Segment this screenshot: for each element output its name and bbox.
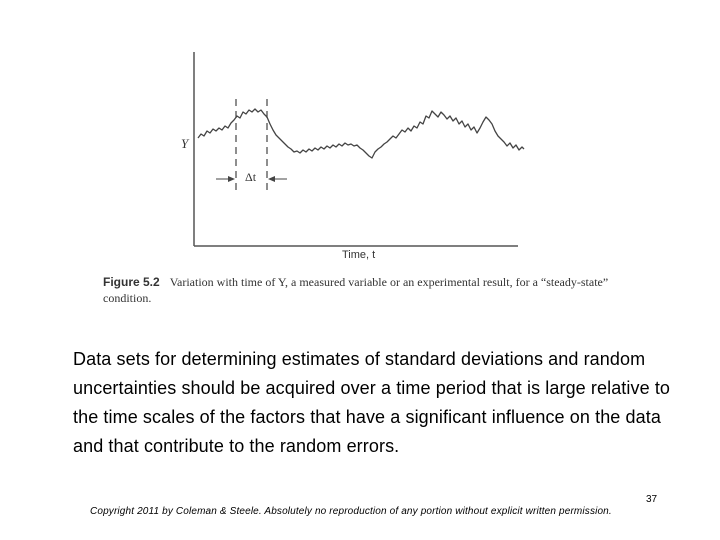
x-axis-label: Time, t [342, 249, 376, 261]
body-paragraph: Data sets for determining estimates of standard deviations and random uncertainties should be acquired over a time period that is large relative to the time scales of the factors that have a significant influence on the data and that contribute to the random errors. [73, 349, 671, 456]
figure-caption-number: Figure 5.2 [103, 275, 160, 289]
y-axis-label: Y [181, 136, 189, 151]
delta-t-label: Δt [245, 170, 257, 184]
copyright-notice: Copyright 2011 by Coleman & Steele. Absolutely no reproduction of any portion without explicit written permission. [90, 506, 612, 517]
delta-arrowhead-left [228, 176, 235, 182]
figure-caption-text: Variation with time of Y, a measured variable or an experimental result, for a “steady-state” condition. [103, 275, 609, 305]
figure-caption [103, 274, 623, 306]
delta-arrowhead-right [268, 176, 275, 182]
page-number: 37 [646, 494, 658, 505]
signal-curve [198, 109, 524, 158]
